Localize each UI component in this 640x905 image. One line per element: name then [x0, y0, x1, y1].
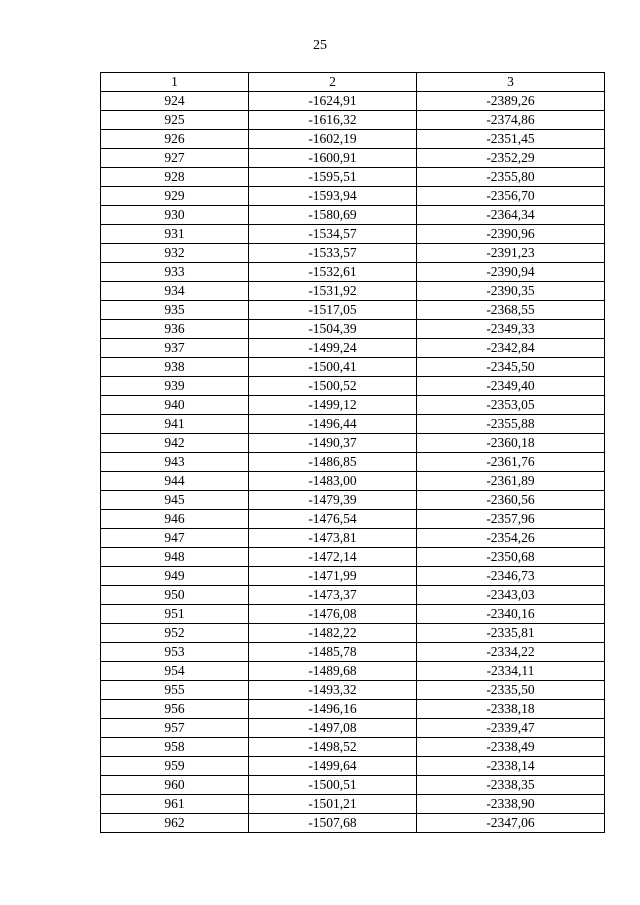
column-2-value-cell: -1496,16 — [249, 700, 417, 719]
column-2-value-cell: -1501,21 — [249, 795, 417, 814]
table-row — [101, 111, 605, 130]
table-row — [101, 757, 605, 776]
column-3-value-cell: -2368,55 — [417, 301, 605, 320]
point-number-cell: 941 — [101, 415, 249, 434]
column-3-value-cell: -2347,06 — [417, 814, 605, 833]
column-2-value-cell: -1472,14 — [249, 548, 417, 567]
column-3-value-cell: -2352,29 — [417, 149, 605, 168]
column-2-value-cell: -1616,32 — [249, 111, 417, 130]
table-row — [101, 643, 605, 662]
column-2-value-cell: -1499,24 — [249, 339, 417, 358]
table-row — [101, 662, 605, 681]
column-3-value-cell: -2390,96 — [417, 225, 605, 244]
column-2-value-cell: -1600,91 — [249, 149, 417, 168]
point-number-cell: 934 — [101, 282, 249, 301]
column-2-value-cell: -1531,92 — [249, 282, 417, 301]
column-3-value-cell: -2335,81 — [417, 624, 605, 643]
column-header-3: 3 — [417, 73, 605, 92]
table-row — [101, 130, 605, 149]
column-2-value-cell: -1580,69 — [249, 206, 417, 225]
table-row — [101, 510, 605, 529]
table-row — [101, 377, 605, 396]
point-number-cell: 937 — [101, 339, 249, 358]
table-row — [101, 187, 605, 206]
column-3-value-cell: -2338,90 — [417, 795, 605, 814]
column-3-value-cell: -2357,96 — [417, 510, 605, 529]
column-3-value-cell: -2360,18 — [417, 434, 605, 453]
point-number-cell: 940 — [101, 396, 249, 415]
point-number-cell: 952 — [101, 624, 249, 643]
column-2-value-cell: -1532,61 — [249, 263, 417, 282]
column-3-value-cell: -2390,94 — [417, 263, 605, 282]
column-3-value-cell: -2391,23 — [417, 244, 605, 263]
table-row — [101, 263, 605, 282]
column-3-value-cell: -2374,86 — [417, 111, 605, 130]
column-3-value-cell: -2338,35 — [417, 776, 605, 795]
column-3-value-cell: -2364,34 — [417, 206, 605, 225]
column-header-2: 2 — [249, 73, 417, 92]
column-2-value-cell: -1476,08 — [249, 605, 417, 624]
point-number-cell: 962 — [101, 814, 249, 833]
table-row — [101, 776, 605, 795]
point-number-cell: 947 — [101, 529, 249, 548]
column-3-value-cell: -2390,35 — [417, 282, 605, 301]
table-row — [101, 567, 605, 586]
column-2-value-cell: -1490,37 — [249, 434, 417, 453]
table-row — [101, 586, 605, 605]
coordinates-table — [100, 72, 605, 833]
column-3-value-cell: -2354,26 — [417, 529, 605, 548]
table-row — [101, 605, 605, 624]
table-row — [101, 624, 605, 643]
point-number-cell: 948 — [101, 548, 249, 567]
column-2-value-cell: -1533,57 — [249, 244, 417, 263]
table-row — [101, 491, 605, 510]
column-2-value-cell: -1517,05 — [249, 301, 417, 320]
column-3-value-cell: -2338,14 — [417, 757, 605, 776]
point-number-cell: 945 — [101, 491, 249, 510]
point-number-cell: 961 — [101, 795, 249, 814]
point-number-cell: 936 — [101, 320, 249, 339]
column-2-value-cell: -1497,08 — [249, 719, 417, 738]
point-number-cell: 957 — [101, 719, 249, 738]
point-number-cell: 932 — [101, 244, 249, 263]
point-number-cell: 960 — [101, 776, 249, 795]
column-2-value-cell: -1500,41 — [249, 358, 417, 377]
column-2-value-cell: -1486,85 — [249, 453, 417, 472]
table-row — [101, 548, 605, 567]
table-row — [101, 301, 605, 320]
column-2-value-cell: -1476,54 — [249, 510, 417, 529]
page-number: 25 — [313, 38, 327, 53]
column-2-value-cell: -1498,52 — [249, 738, 417, 757]
table-row — [101, 320, 605, 339]
column-2-value-cell: -1473,81 — [249, 529, 417, 548]
point-number-cell: 956 — [101, 700, 249, 719]
column-2-value-cell: -1595,51 — [249, 168, 417, 187]
column-2-value-cell: -1507,68 — [249, 814, 417, 833]
column-3-value-cell: -2338,49 — [417, 738, 605, 757]
column-2-value-cell: -1624,91 — [249, 92, 417, 111]
column-3-value-cell: -2339,47 — [417, 719, 605, 738]
table-row — [101, 719, 605, 738]
point-number-cell: 958 — [101, 738, 249, 757]
column-3-value-cell: -2338,18 — [417, 700, 605, 719]
table-row — [101, 339, 605, 358]
point-number-cell: 951 — [101, 605, 249, 624]
column-2-value-cell: -1534,57 — [249, 225, 417, 244]
point-number-cell: 939 — [101, 377, 249, 396]
table-row — [101, 244, 605, 263]
table-row — [101, 358, 605, 377]
column-3-value-cell: -2345,50 — [417, 358, 605, 377]
column-2-value-cell: -1496,44 — [249, 415, 417, 434]
point-number-cell: 959 — [101, 757, 249, 776]
point-number-cell: 942 — [101, 434, 249, 453]
column-2-value-cell: -1471,99 — [249, 567, 417, 586]
column-3-value-cell: -2355,88 — [417, 415, 605, 434]
point-number-cell: 928 — [101, 168, 249, 187]
column-3-value-cell: -2340,16 — [417, 605, 605, 624]
table-row — [101, 225, 605, 244]
column-3-value-cell: -2349,40 — [417, 377, 605, 396]
column-3-value-cell: -2353,05 — [417, 396, 605, 415]
column-2-value-cell: -1473,37 — [249, 586, 417, 605]
column-2-value-cell: -1493,32 — [249, 681, 417, 700]
table-row — [101, 206, 605, 225]
table-row — [101, 92, 605, 111]
point-number-cell: 953 — [101, 643, 249, 662]
point-number-cell: 931 — [101, 225, 249, 244]
column-3-value-cell: -2355,80 — [417, 168, 605, 187]
column-3-value-cell: -2334,22 — [417, 643, 605, 662]
point-number-cell: 924 — [101, 92, 249, 111]
column-2-value-cell: -1499,64 — [249, 757, 417, 776]
column-3-value-cell: -2361,76 — [417, 453, 605, 472]
column-2-value-cell: -1504,39 — [249, 320, 417, 339]
column-2-value-cell: -1483,00 — [249, 472, 417, 491]
header-row — [101, 73, 605, 92]
point-number-cell: 929 — [101, 187, 249, 206]
point-number-cell: 954 — [101, 662, 249, 681]
column-3-value-cell: -2334,11 — [417, 662, 605, 681]
column-2-value-cell: -1499,12 — [249, 396, 417, 415]
table-row — [101, 738, 605, 757]
table-row — [101, 149, 605, 168]
column-2-value-cell: -1479,39 — [249, 491, 417, 510]
column-2-value-cell: -1489,68 — [249, 662, 417, 681]
table-row — [101, 472, 605, 491]
point-number-cell: 925 — [101, 111, 249, 130]
column-3-value-cell: -2356,70 — [417, 187, 605, 206]
table-row — [101, 415, 605, 434]
column-2-value-cell: -1500,52 — [249, 377, 417, 396]
column-3-value-cell: -2360,56 — [417, 491, 605, 510]
table-row — [101, 282, 605, 301]
point-number-cell: 930 — [101, 206, 249, 225]
point-number-cell: 955 — [101, 681, 249, 700]
table-row — [101, 396, 605, 415]
point-number-cell: 943 — [101, 453, 249, 472]
column-3-value-cell: -2335,50 — [417, 681, 605, 700]
column-header-1: 1 — [101, 73, 249, 92]
column-3-value-cell: -2349,33 — [417, 320, 605, 339]
point-number-cell: 944 — [101, 472, 249, 491]
point-number-cell: 946 — [101, 510, 249, 529]
table-row — [101, 168, 605, 187]
column-3-value-cell: -2346,73 — [417, 567, 605, 586]
table-row — [101, 453, 605, 472]
point-number-cell: 949 — [101, 567, 249, 586]
column-3-value-cell: -2343,03 — [417, 586, 605, 605]
point-number-cell: 935 — [101, 301, 249, 320]
column-2-value-cell: -1485,78 — [249, 643, 417, 662]
column-2-value-cell: -1482,22 — [249, 624, 417, 643]
point-number-cell: 938 — [101, 358, 249, 377]
table-body — [101, 92, 605, 833]
point-number-cell: 927 — [101, 149, 249, 168]
column-3-value-cell: -2350,68 — [417, 548, 605, 567]
column-2-value-cell: -1500,51 — [249, 776, 417, 795]
point-number-cell: 933 — [101, 263, 249, 282]
table-row — [101, 529, 605, 548]
table-row — [101, 700, 605, 719]
column-2-value-cell: -1593,94 — [249, 187, 417, 206]
table-row — [101, 795, 605, 814]
table-row — [101, 681, 605, 700]
table-row — [101, 814, 605, 833]
column-3-value-cell: -2389,26 — [417, 92, 605, 111]
column-3-value-cell: -2361,89 — [417, 472, 605, 491]
column-3-value-cell: -2342,84 — [417, 339, 605, 358]
column-3-value-cell: -2351,45 — [417, 130, 605, 149]
table-row — [101, 434, 605, 453]
table-header — [101, 73, 605, 92]
column-2-value-cell: -1602,19 — [249, 130, 417, 149]
point-number-cell: 950 — [101, 586, 249, 605]
point-number-cell: 926 — [101, 130, 249, 149]
